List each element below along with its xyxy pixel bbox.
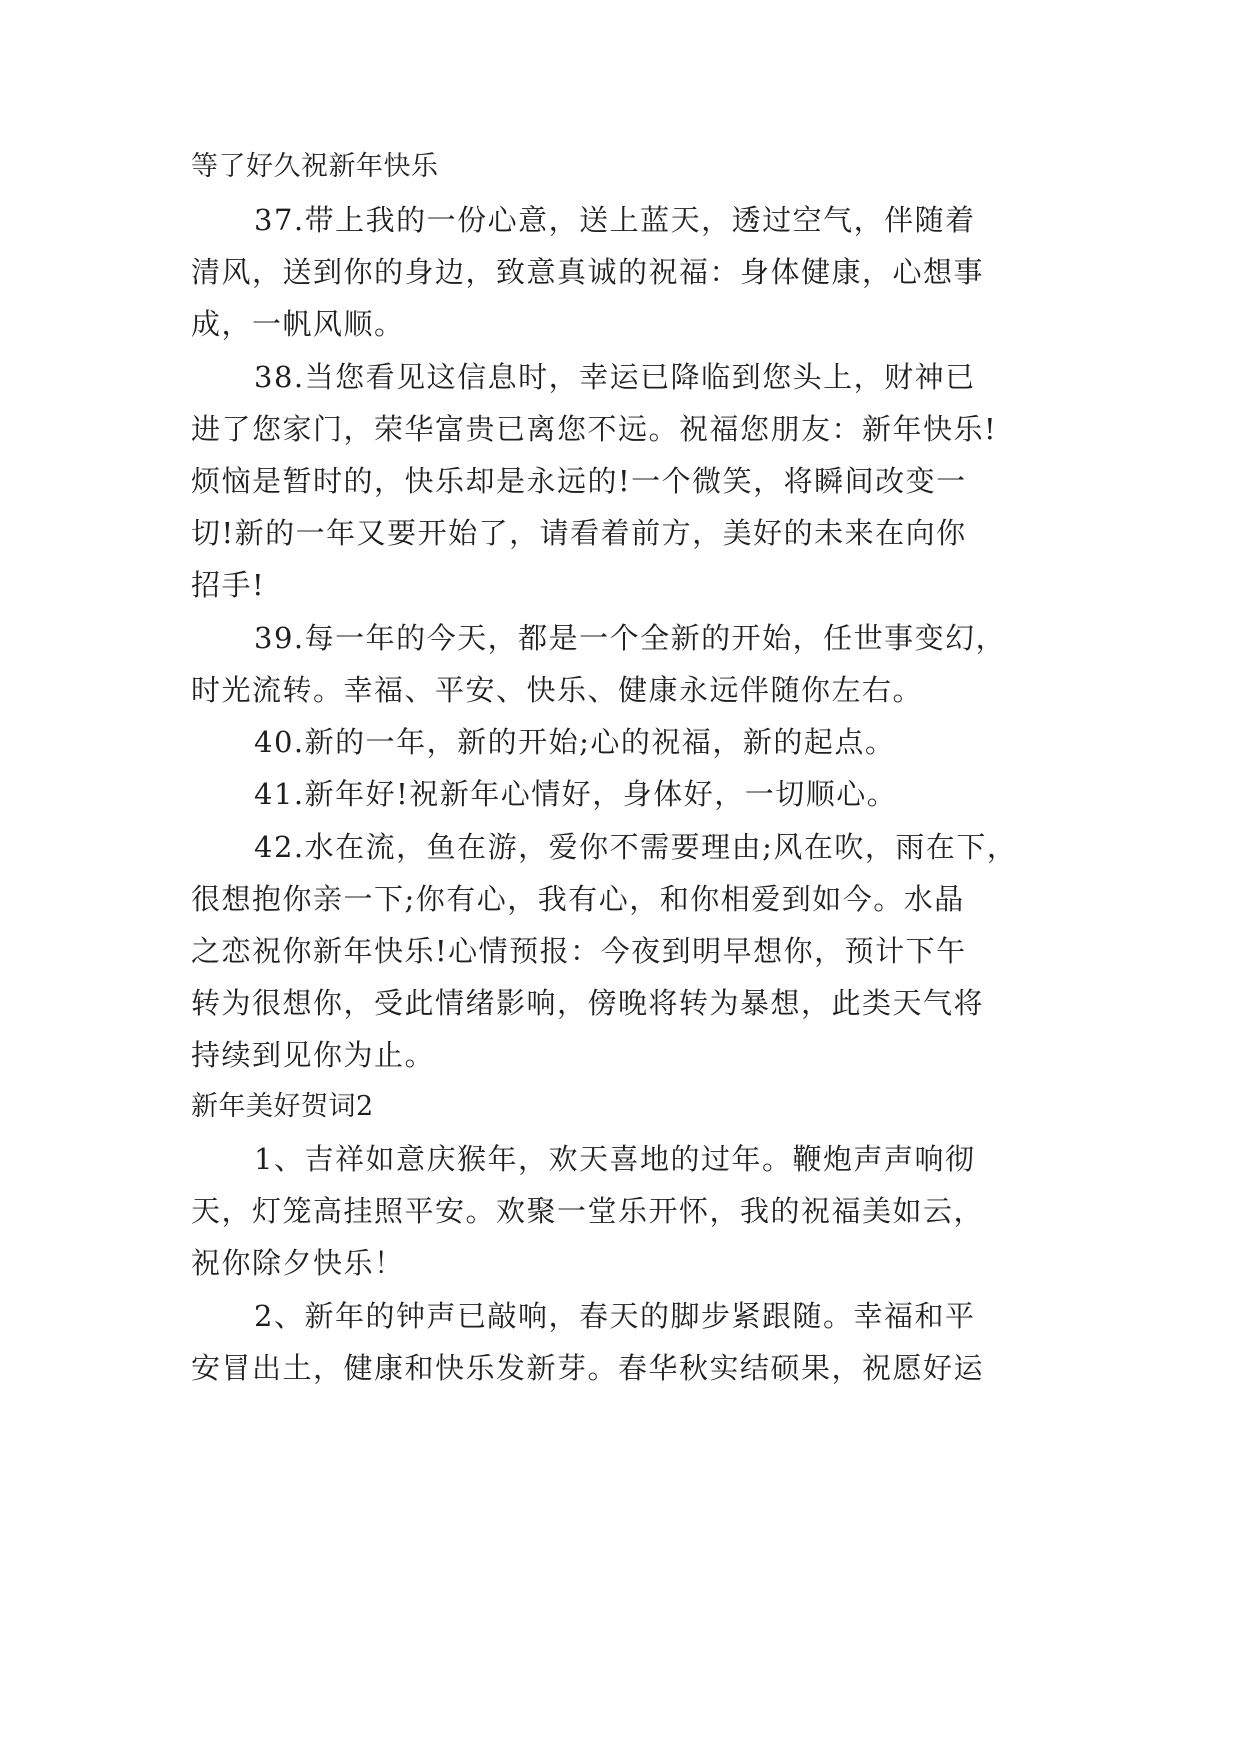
paragraph-start-1: 1、吉祥如意庆猴年，欢天喜地的过年。鞭炮声声响彻 — [254, 1142, 976, 1176]
text-line: 祝你除夕快乐！ — [191, 1246, 405, 1280]
paragraph-start-2: 2、新年的钟声已敲响，春天的脚步紧跟随。幸福和平 — [254, 1299, 976, 1333]
text-line: 很想抱你亲一下;你有心，我有心，和你相爱到如今。水晶 — [191, 882, 965, 916]
text-line: 切!新的一年又要开始了，请看着前方，美好的未来在向你 — [191, 516, 967, 550]
paragraph-start-38: 38.当您看见这信息时，幸运已降临到您头上，财神已 — [254, 360, 976, 394]
text-line: 转为很想你，受此情绪影响，傍晚将转为暴想，此类天气将 — [191, 986, 985, 1020]
text-line: 成，一帆风顺。 — [191, 307, 405, 341]
paragraph-start-39: 39.每一年的今天，都是一个全新的开始，任世事变幻， — [254, 621, 1007, 655]
text-line: 安冒出土，健康和快乐发新芽。春华秋实结硕果，祝愿好运 — [191, 1351, 985, 1385]
paragraph-start-37: 37.带上我的一份心意，送上蓝天，透过空气，伴随着 — [254, 203, 976, 237]
text-line: 招手! — [191, 568, 266, 602]
text-line: 持续到见你为止。 — [191, 1038, 436, 1072]
paragraph-start-40: 40.新的一年，新的开始;心的祝福，新的起点。 — [254, 725, 896, 759]
text-line: 时光流转。幸福、平安、快乐、健康永远伴随你左右。 — [191, 673, 924, 707]
section-heading: 新年美好贺词2 — [191, 1091, 374, 1122]
paragraph-start-41: 41.新年好!祝新年心情好，身体好，一切顺心。 — [254, 777, 898, 811]
text-line: 天，灯笼高挂照平安。欢聚一堂乐开怀，我的祝福美如云， — [191, 1194, 985, 1228]
text-line: 等了好久祝新年快乐 — [191, 151, 439, 182]
text-line: 之恋祝你新年快乐!心情预报：今夜到明早想你，预计下午 — [191, 934, 967, 968]
text-line: 烦恼是暂时的，快乐却是永远的!一个微笑，将瞬间改变一 — [191, 464, 967, 498]
paragraph-start-42: 42.水在流，鱼在游，爱你不需要理由;风在吹，雨在下， — [254, 830, 1018, 864]
text-line: 清风，送到你的身边，致意真诚的祝福：身体健康，心想事 — [191, 255, 985, 289]
text-line: 进了您家门，荣华富贵已离您不远。祝福您朋友：新年快乐! — [191, 412, 998, 446]
